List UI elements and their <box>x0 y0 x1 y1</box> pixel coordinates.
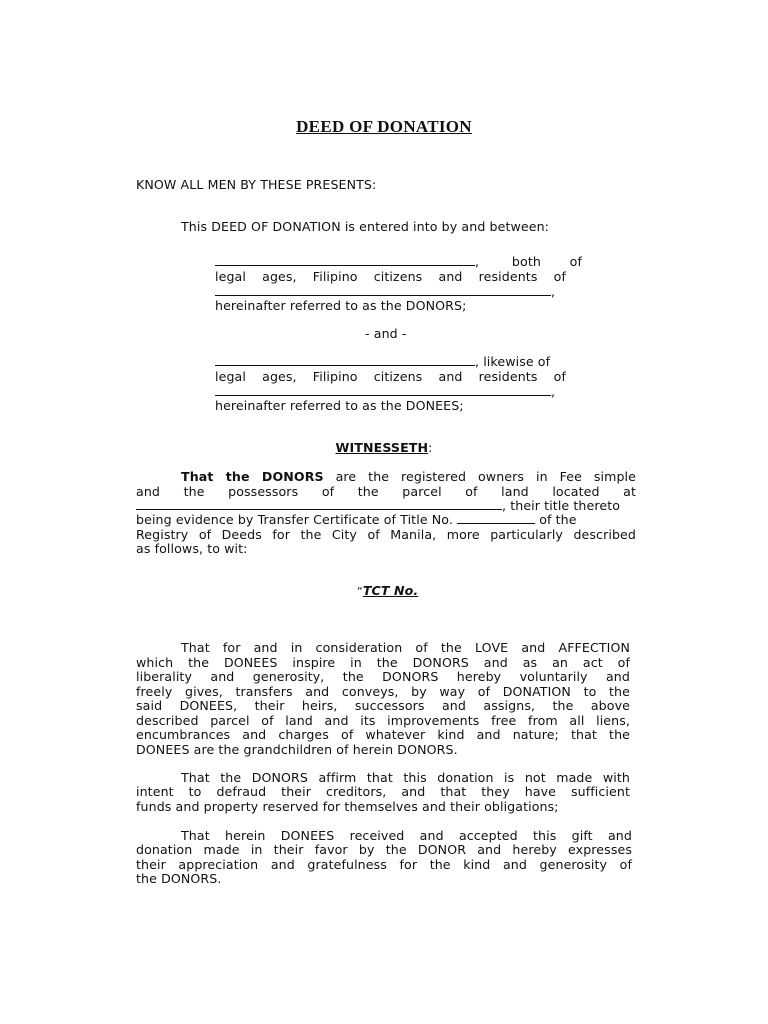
para2-line-7: encumbrances and charges of whatever kind and nature; that the <box>136 727 630 742</box>
title-number-blank[interactable] <box>457 512 535 524</box>
para1-line-2: and the possessors of the parcel of land located at <box>136 484 636 499</box>
donor-residence-blank[interactable] <box>215 284 551 296</box>
land-location-blank[interactable] <box>136 498 502 510</box>
para1-line-3: , their title thereto <box>136 498 620 513</box>
para2-line-8: DONEES are the grandchildren of herein DONORS. <box>136 742 458 757</box>
para4-line-1: That herein DONEES received and accepted this gift and <box>181 828 632 843</box>
para1-line-6: as follows, to wit: <box>136 541 248 556</box>
donees-line-2: legal ages, Filipino citizens and residents of <box>215 369 566 384</box>
intro-line: This DEED OF DONATION is entered into by and between: <box>181 219 550 234</box>
para1-line-5: Registry of Deeds for the City of Manila, more particularly described <box>136 527 636 542</box>
donor-name-blank[interactable] <box>215 254 475 266</box>
tct-label: “TCT No. <box>357 583 419 598</box>
donees-line-3: , <box>215 384 555 399</box>
donors-line-3: , <box>215 284 555 299</box>
donees-line-4: hereinafter referred to as the DONEES; <box>215 398 464 413</box>
para2-line-5: said DONEES, their heirs, successors and assigns, the above <box>136 698 630 713</box>
para2-line-3: liberality and generosity, the DONORS hereby voluntarily and <box>136 669 630 684</box>
para2-line-2: which the DONEES inspire in the DONORS and as an act of <box>136 655 630 670</box>
para3-line-3: funds and property reserved for themselves and their obligations; <box>136 799 559 814</box>
donee-residence-blank[interactable] <box>215 384 551 396</box>
document-title: DEED OF DONATION <box>296 117 472 136</box>
and-separator: - and - <box>365 326 407 341</box>
para3-line-2: intent to defraud their creditors, and that they have sufficient <box>136 784 630 799</box>
donors-line-2: legal ages, Filipino citizens and residents of <box>215 269 566 284</box>
para2-line-4: freely gives, transfers and conveys, by way of DONATION to the <box>136 684 630 699</box>
donees-line-1: , likewise of <box>215 354 566 369</box>
witnesseth-heading: WITNESSETH: <box>335 440 433 455</box>
para4-line-2: donation made in their favor by the DONOR and hereby expresses <box>136 842 632 857</box>
donee-name-blank[interactable] <box>215 354 475 366</box>
para4-line-3: their appreciation and gratefulness for the kind and generosity of <box>136 857 632 872</box>
opening-line: KNOW ALL MEN BY THESE PRESENTS: <box>136 177 377 192</box>
donors-line-4: hereinafter referred to as the DONORS; <box>215 298 467 313</box>
para4-line-4: the DONORS. <box>136 871 222 886</box>
para2-line-6: described parcel of land and its improvements free from all liens, <box>136 713 630 728</box>
donors-line-1: , both of <box>215 254 566 269</box>
para3-line-1: That the DONORS affirm that this donation is not made with <box>181 770 630 785</box>
para2-line-1: That for and in consideration of the LOVE and AFFECTION <box>181 640 630 655</box>
para1-line-4: being evidence by Transfer Certificate of Title No. of the <box>136 512 577 527</box>
para1-line-1: That the DONORS are the registered owners in Fee simple <box>181 469 636 484</box>
